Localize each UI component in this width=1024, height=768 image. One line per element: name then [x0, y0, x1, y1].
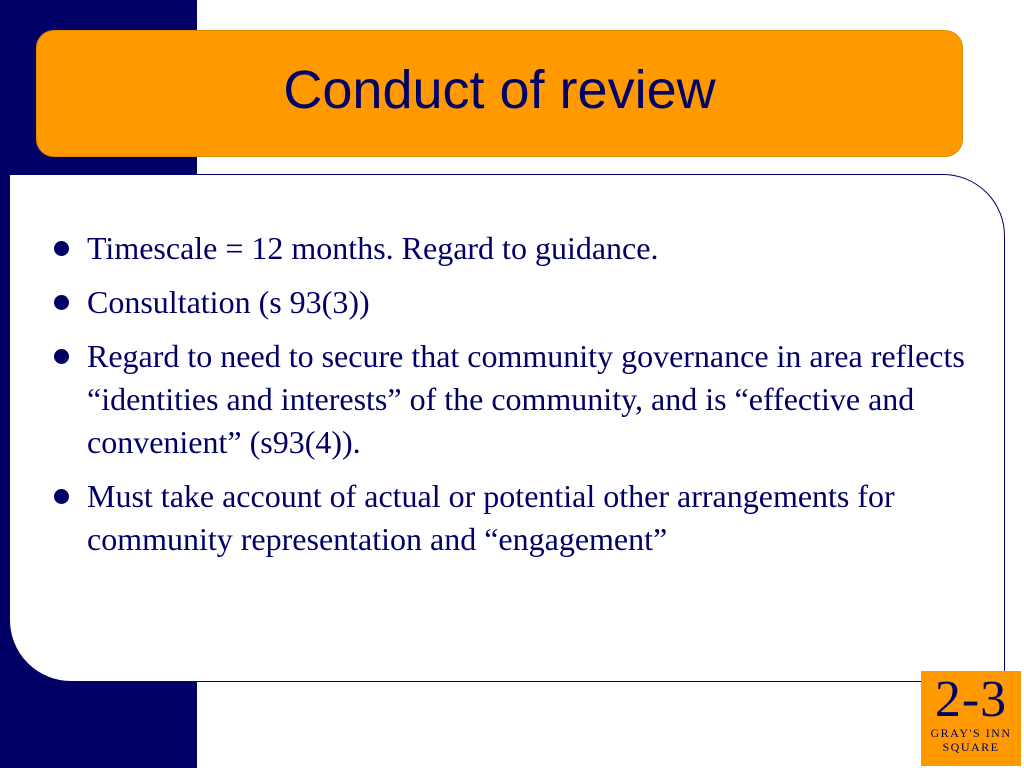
logo-line-1: GRAY'S INN	[930, 726, 1012, 740]
bullet-icon	[54, 241, 69, 256]
bullet-text: Consultation (s 93(3))	[87, 284, 370, 320]
bullet-icon	[54, 489, 69, 504]
logo-number: 2-3	[934, 671, 1008, 728]
grays-inn-square-logo	[921, 671, 1021, 766]
bullet-item-consultation	[48, 281, 993, 324]
bullet-item-arrangements	[48, 475, 993, 561]
title-box	[36, 30, 963, 157]
bullet-text: Regard to need to secure that community governance in area reflects “identities and interests” of the community, and is “effective and convenient” (s93(4)).	[87, 338, 965, 460]
bullet-list	[48, 227, 993, 572]
content-box	[9, 174, 1005, 682]
bullet-item-regard	[48, 335, 993, 464]
bullet-item-timescale	[48, 227, 993, 270]
logo-line-2: SQUARE	[942, 740, 1000, 754]
bullet-text: Timescale = 12 months. Regard to guidance.	[87, 230, 659, 266]
bullet-text: Must take account of actual or potential other arrangements for community representation and “engagement”	[87, 478, 895, 557]
bullet-icon	[54, 295, 69, 310]
bullet-icon	[54, 349, 69, 364]
slide-title: Conduct of review	[283, 59, 716, 120]
